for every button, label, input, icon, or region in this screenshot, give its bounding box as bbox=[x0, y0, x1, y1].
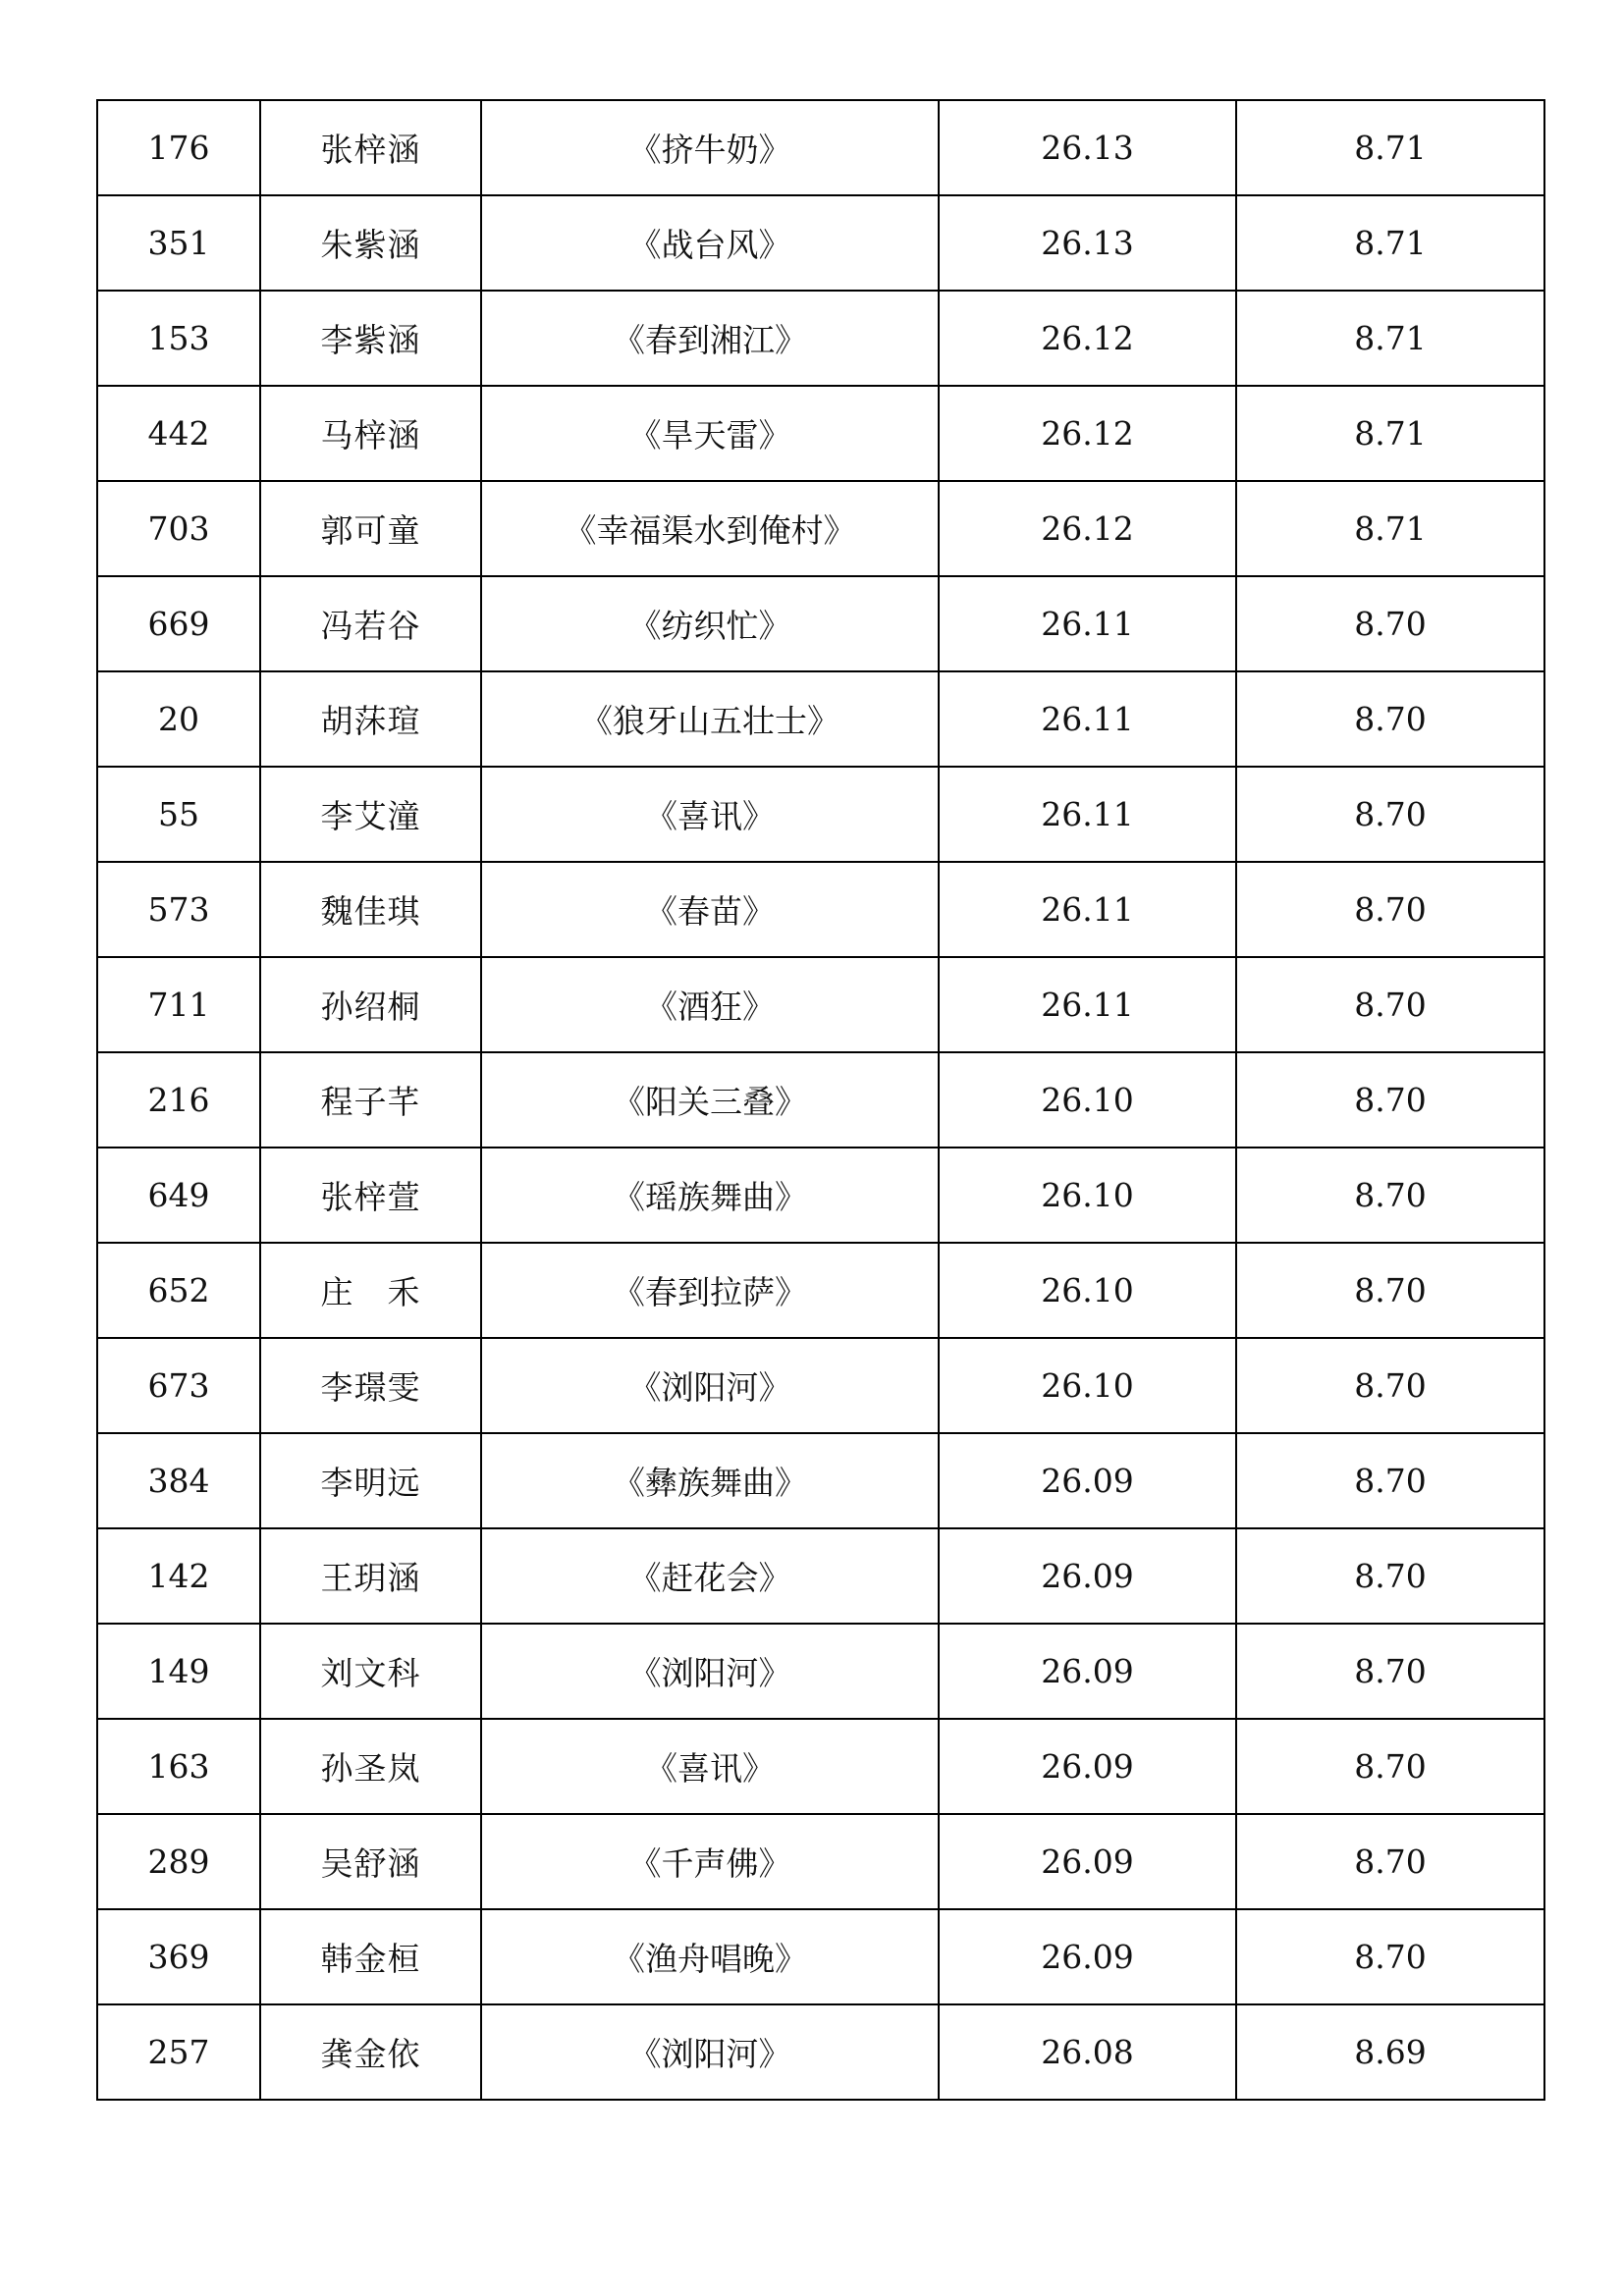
average-score-cell: 8.70 bbox=[1236, 862, 1544, 957]
contestant-name-cell: 张梓涵 bbox=[260, 100, 481, 195]
total-score-cell: 26.09 bbox=[939, 1909, 1236, 2004]
entry-number-cell: 289 bbox=[97, 1814, 260, 1909]
entry-number-cell: 384 bbox=[97, 1433, 260, 1528]
average-score-cell: 8.70 bbox=[1236, 1052, 1544, 1148]
total-score-cell: 26.10 bbox=[939, 1148, 1236, 1243]
average-score-cell: 8.70 bbox=[1236, 1814, 1544, 1909]
entry-number-cell: 55 bbox=[97, 767, 260, 862]
piece-title-cell: 《浏阳河》 bbox=[481, 2004, 939, 2100]
total-score-cell: 26.11 bbox=[939, 862, 1236, 957]
table-row bbox=[97, 1148, 1544, 1243]
total-score-cell: 26.12 bbox=[939, 386, 1236, 481]
contestant-name-cell: 李璟雯 bbox=[260, 1338, 481, 1433]
average-score-cell: 8.71 bbox=[1236, 291, 1544, 386]
entry-number-cell: 652 bbox=[97, 1243, 260, 1338]
total-score-cell: 26.11 bbox=[939, 576, 1236, 671]
entry-number-cell: 163 bbox=[97, 1719, 260, 1814]
contestant-name-cell: 魏佳琪 bbox=[260, 862, 481, 957]
piece-title-cell: 《赶花会》 bbox=[481, 1528, 939, 1624]
table-row bbox=[97, 1338, 1544, 1433]
entry-number-cell: 149 bbox=[97, 1624, 260, 1719]
contestant-name-cell: 孙圣岚 bbox=[260, 1719, 481, 1814]
score-table bbox=[96, 99, 1545, 2101]
piece-title-cell: 《彝族舞曲》 bbox=[481, 1433, 939, 1528]
piece-title-cell: 《喜讯》 bbox=[481, 1719, 939, 1814]
piece-title-cell: 《瑶族舞曲》 bbox=[481, 1148, 939, 1243]
table-row bbox=[97, 1243, 1544, 1338]
average-score-cell: 8.70 bbox=[1236, 1433, 1544, 1528]
table-row bbox=[97, 1433, 1544, 1528]
average-score-cell: 8.70 bbox=[1236, 576, 1544, 671]
table-row bbox=[97, 1624, 1544, 1719]
piece-title-cell: 《狼牙山五壮士》 bbox=[481, 671, 939, 767]
table-row bbox=[97, 291, 1544, 386]
table-row bbox=[97, 862, 1544, 957]
average-score-cell: 8.70 bbox=[1236, 1719, 1544, 1814]
average-score-cell: 8.70 bbox=[1236, 767, 1544, 862]
total-score-cell: 26.12 bbox=[939, 481, 1236, 576]
contestant-name-cell: 王玥涵 bbox=[260, 1528, 481, 1624]
entry-number-cell: 351 bbox=[97, 195, 260, 291]
table-row bbox=[97, 481, 1544, 576]
contestant-name-cell: 李紫涵 bbox=[260, 291, 481, 386]
piece-title-cell: 《战台风》 bbox=[481, 195, 939, 291]
entry-number-cell: 442 bbox=[97, 386, 260, 481]
entry-number-cell: 573 bbox=[97, 862, 260, 957]
total-score-cell: 26.09 bbox=[939, 1719, 1236, 1814]
average-score-cell: 8.70 bbox=[1236, 1528, 1544, 1624]
contestant-name-cell: 庄 禾 bbox=[260, 1243, 481, 1338]
table-row bbox=[97, 195, 1544, 291]
entry-number-cell: 176 bbox=[97, 100, 260, 195]
total-score-cell: 26.08 bbox=[939, 2004, 1236, 2100]
total-score-cell: 26.10 bbox=[939, 1052, 1236, 1148]
table-row bbox=[97, 100, 1544, 195]
piece-title-cell: 《春到拉萨》 bbox=[481, 1243, 939, 1338]
entry-number-cell: 153 bbox=[97, 291, 260, 386]
entry-number-cell: 649 bbox=[97, 1148, 260, 1243]
piece-title-cell: 《幸福渠水到俺村》 bbox=[481, 481, 939, 576]
contestant-name-cell: 韩金桓 bbox=[260, 1909, 481, 2004]
entry-number-cell: 369 bbox=[97, 1909, 260, 2004]
contestant-name-cell: 胡莯瑄 bbox=[260, 671, 481, 767]
table-row bbox=[97, 1052, 1544, 1148]
table-row bbox=[97, 2004, 1544, 2100]
contestant-name-cell: 朱紫涵 bbox=[260, 195, 481, 291]
piece-title-cell: 《挤牛奶》 bbox=[481, 100, 939, 195]
entry-number-cell: 711 bbox=[97, 957, 260, 1052]
average-score-cell: 8.71 bbox=[1236, 481, 1544, 576]
piece-title-cell: 《纺织忙》 bbox=[481, 576, 939, 671]
total-score-cell: 26.11 bbox=[939, 767, 1236, 862]
average-score-cell: 8.70 bbox=[1236, 1624, 1544, 1719]
entry-number-cell: 257 bbox=[97, 2004, 260, 2100]
contestant-name-cell: 吴舒涵 bbox=[260, 1814, 481, 1909]
contestant-name-cell: 马梓涵 bbox=[260, 386, 481, 481]
average-score-cell: 8.70 bbox=[1236, 1338, 1544, 1433]
entry-number-cell: 142 bbox=[97, 1528, 260, 1624]
total-score-cell: 26.11 bbox=[939, 671, 1236, 767]
total-score-cell: 26.09 bbox=[939, 1814, 1236, 1909]
entry-number-cell: 216 bbox=[97, 1052, 260, 1148]
piece-title-cell: 《千声佛》 bbox=[481, 1814, 939, 1909]
total-score-cell: 26.09 bbox=[939, 1624, 1236, 1719]
contestant-name-cell: 程子芊 bbox=[260, 1052, 481, 1148]
average-score-cell: 8.70 bbox=[1236, 671, 1544, 767]
table-row bbox=[97, 1719, 1544, 1814]
table-row bbox=[97, 957, 1544, 1052]
piece-title-cell: 《浏阳河》 bbox=[481, 1624, 939, 1719]
total-score-cell: 26.13 bbox=[939, 195, 1236, 291]
total-score-cell: 26.10 bbox=[939, 1243, 1236, 1338]
average-score-cell: 8.70 bbox=[1236, 957, 1544, 1052]
table-row bbox=[97, 1909, 1544, 2004]
contestant-name-cell: 郭可童 bbox=[260, 481, 481, 576]
piece-title-cell: 《春到湘江》 bbox=[481, 291, 939, 386]
piece-title-cell: 《浏阳河》 bbox=[481, 1338, 939, 1433]
contestant-name-cell: 冯若谷 bbox=[260, 576, 481, 671]
table-row bbox=[97, 671, 1544, 767]
entry-number-cell: 20 bbox=[97, 671, 260, 767]
average-score-cell: 8.71 bbox=[1236, 100, 1544, 195]
piece-title-cell: 《渔舟唱晚》 bbox=[481, 1909, 939, 2004]
entry-number-cell: 703 bbox=[97, 481, 260, 576]
entry-number-cell: 673 bbox=[97, 1338, 260, 1433]
table-row bbox=[97, 576, 1544, 671]
table-row bbox=[97, 1814, 1544, 1909]
contestant-name-cell: 李明远 bbox=[260, 1433, 481, 1528]
total-score-cell: 26.09 bbox=[939, 1528, 1236, 1624]
table-row bbox=[97, 386, 1544, 481]
table-row bbox=[97, 1528, 1544, 1624]
contestant-name-cell: 刘文科 bbox=[260, 1624, 481, 1719]
score-table-body bbox=[97, 100, 1544, 2100]
total-score-cell: 26.10 bbox=[939, 1338, 1236, 1433]
contestant-name-cell: 龚金依 bbox=[260, 2004, 481, 2100]
contestant-name-cell: 李艾潼 bbox=[260, 767, 481, 862]
piece-title-cell: 《酒狂》 bbox=[481, 957, 939, 1052]
average-score-cell: 8.71 bbox=[1236, 195, 1544, 291]
total-score-cell: 26.13 bbox=[939, 100, 1236, 195]
entry-number-cell: 669 bbox=[97, 576, 260, 671]
piece-title-cell: 《旱天雷》 bbox=[481, 386, 939, 481]
contestant-name-cell: 张梓萱 bbox=[260, 1148, 481, 1243]
average-score-cell: 8.70 bbox=[1236, 1148, 1544, 1243]
contestant-name-cell: 孙绍桐 bbox=[260, 957, 481, 1052]
average-score-cell: 8.71 bbox=[1236, 386, 1544, 481]
average-score-cell: 8.70 bbox=[1236, 1909, 1544, 2004]
table-row bbox=[97, 767, 1544, 862]
average-score-cell: 8.69 bbox=[1236, 2004, 1544, 2100]
piece-title-cell: 《阳关三叠》 bbox=[481, 1052, 939, 1148]
total-score-cell: 26.12 bbox=[939, 291, 1236, 386]
piece-title-cell: 《春苗》 bbox=[481, 862, 939, 957]
total-score-cell: 26.11 bbox=[939, 957, 1236, 1052]
piece-title-cell: 《喜讯》 bbox=[481, 767, 939, 862]
average-score-cell: 8.70 bbox=[1236, 1243, 1544, 1338]
total-score-cell: 26.09 bbox=[939, 1433, 1236, 1528]
